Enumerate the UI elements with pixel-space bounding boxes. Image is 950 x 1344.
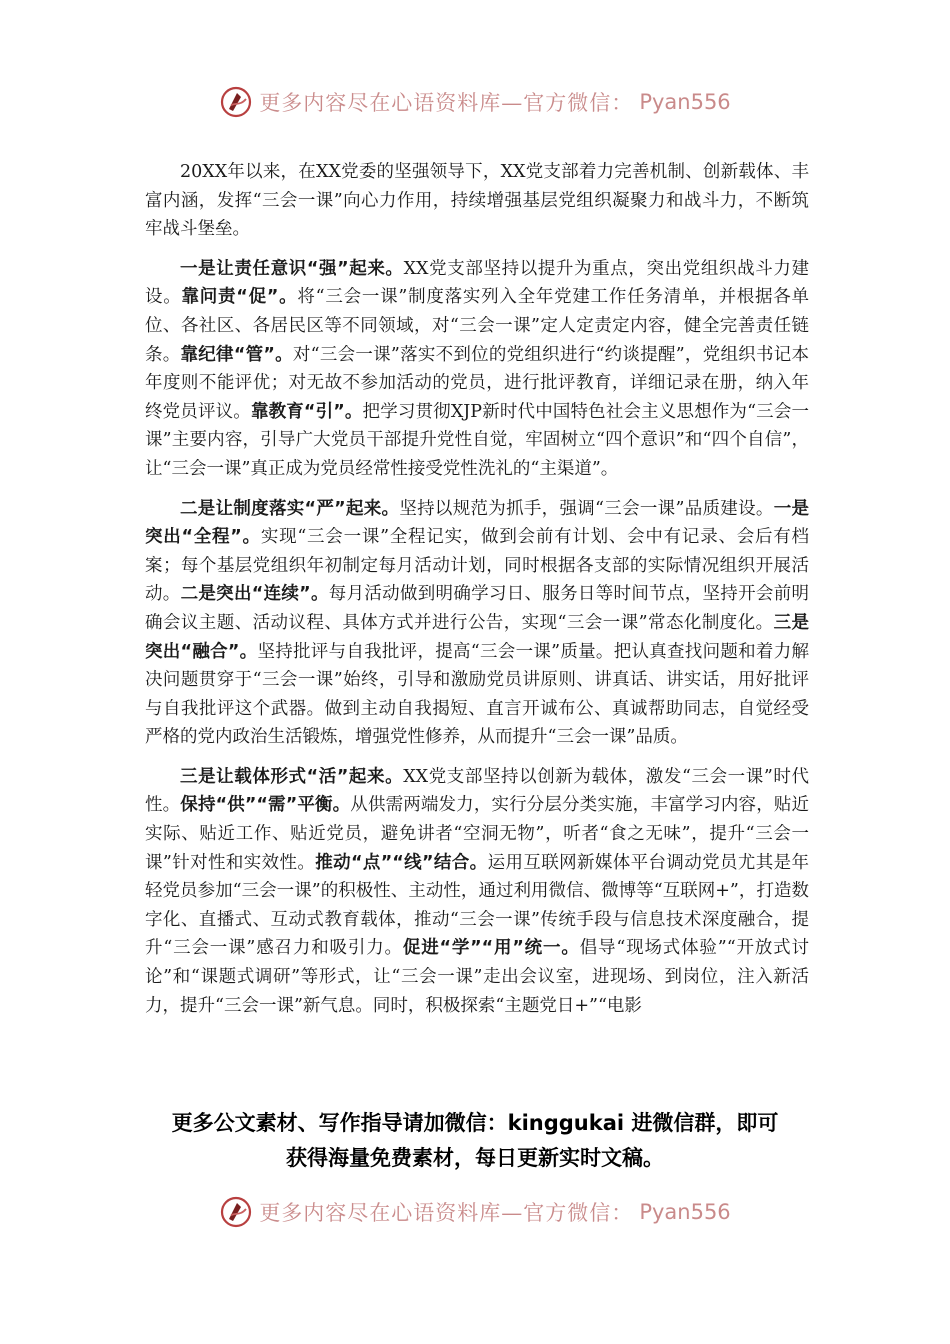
body-text: 坚持批评与自我批评，提高“三会一课”质量。把认真查找问题和着力解决问题贯穿于“三会一课”始终，引导和激励党员讲原则、讲真话、讲实话，用好批评与自我批评这个武器。做到主动自我揭短、直言开诚布公、真诚帮助同志，自觉经受严格的党内政治生活锻炼，增强党性修养，从而提升“三会一课”品质。 — [145, 641, 809, 748]
heading-phrase: 促进“学”“用”统一。 — [402, 938, 580, 959]
body-text: 对“三会一课”落实不到位的党组织进行“约谈提醒”，党组织书记本年度则不能评优；对无故不参加活动的党员，进行批评教育，详细记录在册，纳入年终党员评议。 — [145, 344, 809, 422]
paragraph-4 — [145, 763, 809, 1020]
paragraph-3 — [145, 495, 809, 752]
document-body — [145, 158, 809, 1031]
body-text: 坚持以规范为抓手，强调“三会一课”品质建设。 — [399, 498, 774, 519]
heading-phrase: 三是让载体形式“活”起来。 — [180, 766, 404, 787]
watermark-text: 更多内容尽在心语资料库—官方微信： — [259, 1201, 634, 1225]
watermark-handle: Pyan556 — [639, 90, 731, 114]
heading-phrase: 二是让制度落实“严”起来。 — [180, 498, 400, 519]
paragraph-2 — [145, 255, 809, 484]
body-text: 把学习贯彻XJP新时代中国特色社会主义思想作为“三会一课”主要内容，引导广大党员干部提升党性自觉，牢固树立“四个意识”和“四个自信”，让“三会一课”真正成为党员经常性接受党性洗礼的“主渠道”。 — [145, 401, 809, 479]
heading-phrase: 保持“供”“需”平衡。 — [180, 795, 351, 816]
watermark-header — [0, 80, 950, 124]
promo-banner — [0, 1106, 950, 1176]
heading-phrase: 靠问责“促”。 — [181, 287, 298, 308]
heading-phrase: 推动“点”“线”结合。 — [315, 852, 488, 873]
body-text: XX党支部坚持以创新为载体，激发“三会一课”时代性。 — [145, 766, 809, 816]
body-text: 每月活动做到明确学习日、服务日等时间节点，坚持开会前明确会议主题、活动议程、具体方式并进行公告，实现“三会一课”常态化制度化。 — [145, 584, 809, 633]
heading-phrase: 靠纪律“管”。 — [180, 344, 293, 365]
body-text: 倡导“现场式体验”“开放式讨论”和“课题式调研”等形式，让“三会一课”走出会议室，进现场、到岗位，注入新活力，提升“三会一课”新气息。同时，积极探索“主题党日+”“电影 — [145, 938, 809, 1016]
heading-phrase: 三是突出“融合”。 — [145, 612, 810, 662]
heading-phrase: 二是突出“连续”。 — [180, 584, 329, 605]
paragraph-1 — [145, 158, 809, 244]
heading-phrase: 一是让责任意识“强”起来。 — [180, 258, 404, 279]
heading-phrase: 靠教育“引”。 — [250, 401, 363, 422]
watermark-footer — [0, 1190, 950, 1234]
heading-phrase: 一是突出“全程”。 — [145, 498, 809, 548]
watermark-text: 更多内容尽在心语资料库—官方微信： — [259, 91, 634, 115]
body-text: 20XX年以来，在XX党委的坚强领导下，XX党支部着力完善机制、创新载体、丰富内涵，发挥“三会一课”向心力作用，持续增强基层党组织凝聚力和战斗力，不断筑牢战斗堡垒。 — [145, 162, 809, 240]
body-text: 从供需两端发力，实行分层分类实施，丰富学习内容，贴近实际、贴近工作、贴近党员，避免讲者“空洞无物”，听者“食之无味”，提升“三会一课”针对性和实效性。 — [145, 795, 810, 873]
watermark-handle: Pyan556 — [639, 1200, 731, 1224]
brand-logo-icon — [219, 85, 253, 119]
body-text: XX党支部坚持以提升为重点，突出党组织战斗力建设。 — [145, 258, 809, 308]
promo-line-1: 更多公文素材、写作指导请加微信：kinggukai 进微信群，即可 — [171, 1111, 779, 1135]
body-text: 实现“三会一课”全程记实，做到会前有计划、会中有记录、会后有档案；每个基层党组织年初制定每月活动计划，同时根据各支部的实际情况组织开展活动。 — [145, 527, 809, 605]
body-text: 将“三会一课”制度落实列入全年党建工作任务清单，并根据各单位、各社区、各居民区等不同领域，对“三会一课”定人定责定内容，健全完善责任链条。 — [145, 287, 809, 365]
body-text: 运用互联网新媒体平台调动党员尤其是年轻党员参加“三会一课”的积极性、主动性，通过利用微信、微博等“互联网+”，打造数字化、直播式、互动式教育载体，推动“三会一课”传统手段与信息技术深度融合，提升“三会一课”感召力和吸引力。 — [145, 852, 810, 959]
promo-line-2: 获得海量免费素材，每日更新实时文稿。 — [286, 1146, 664, 1170]
brand-logo-icon — [219, 1195, 253, 1229]
